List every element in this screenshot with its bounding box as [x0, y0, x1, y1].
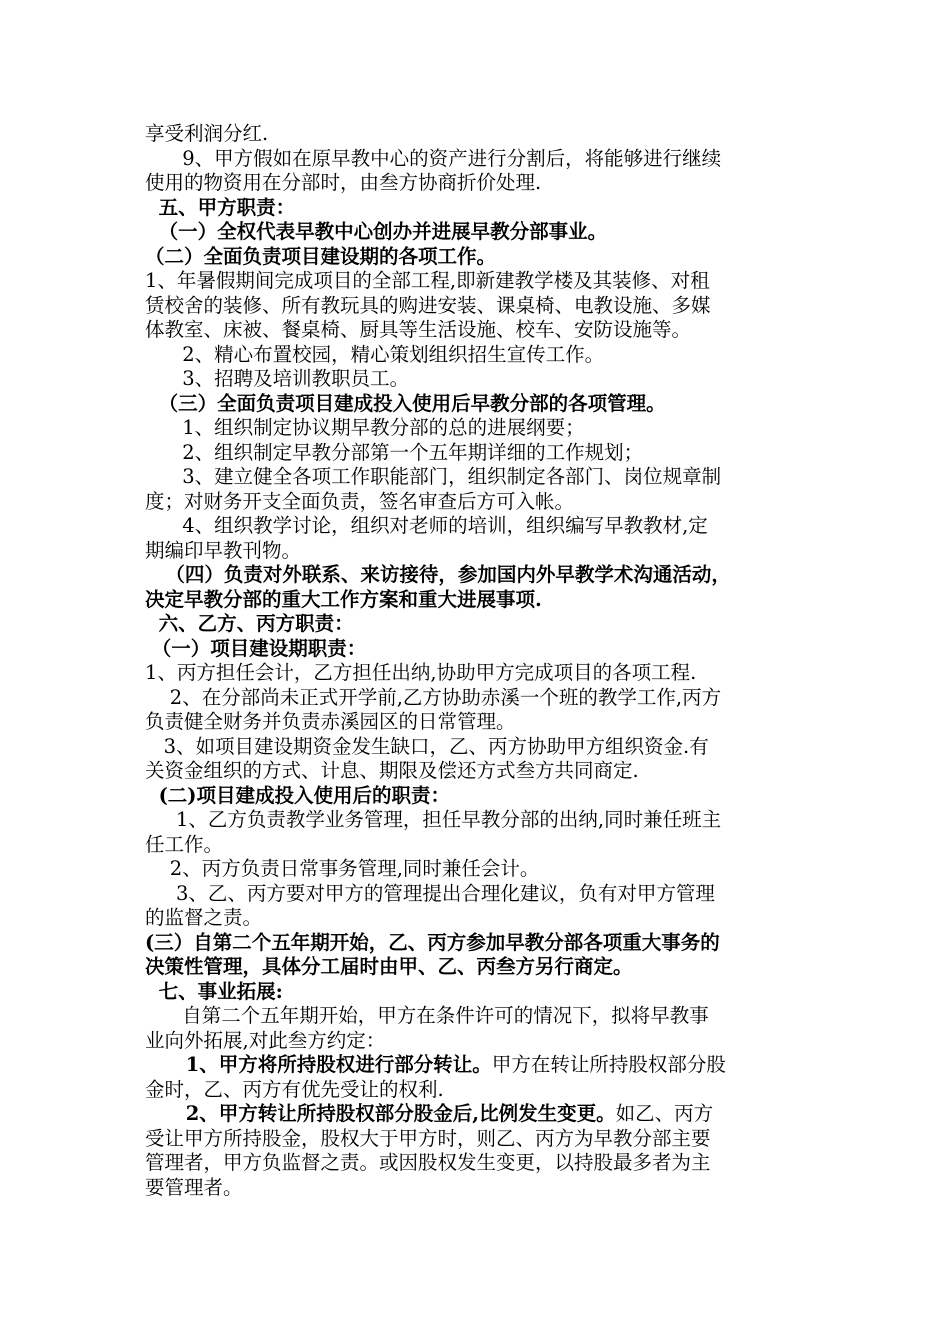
text-line: 金时，乙、丙方有优先受让的权利.	[145, 1077, 444, 1101]
text-line: 的监督之责。	[145, 906, 263, 929]
text-line: 自第二个五年期开始，甲方在条件许可的情况下，拟将早教事	[145, 1004, 709, 1027]
text-segment: 甲方在转让所持股权部分股	[491, 1053, 726, 1076]
text-segment: 如乙、丙方	[615, 1102, 714, 1125]
text-line: (二)项目建成投入使用后的职责：	[145, 783, 451, 807]
text-line: 管理者，甲方负监督之责。或因股权发生变更，以持股最多者为主	[145, 1151, 711, 1174]
document-page	[145, 122, 810, 1200]
text-line: 六、乙方、丙方职责：	[145, 612, 354, 635]
text-line: 决定早教分部的重大工作方案和重大进展事项.	[145, 587, 542, 611]
text-line: 2、组织制定早教分部第一个五年期详细的工作规划；	[145, 440, 644, 464]
text-line: 度；对财务开支全面负责，签名审查后方可入帐。	[145, 489, 575, 513]
text-line: 要管理者。	[145, 1175, 243, 1199]
text-line: 赁校舍的装修、所有教玩具的购进安装、课桌椅、电教设施、多媒	[145, 293, 711, 317]
text-line: 七、事业拓展:	[145, 979, 283, 1003]
text-line: 9、甲方假如在原早教中心的资产进行分割后，将能够进行继续	[145, 146, 722, 170]
text-line: 2、在分部尚未正式开学前,乙方协助赤溪一个班的教学工作,丙方	[145, 685, 722, 709]
text-line: （三）全面负责项目建成投入使用后早教分部的各项管理。	[145, 391, 666, 415]
text-line: 关资金组织的方式、计息、期限及偿还方式叁方共同商定.	[145, 759, 639, 782]
text-line: （二）全面负责项目建设期的各项工作。	[145, 244, 497, 268]
text-line	[145, 1053, 810, 1078]
text-line: 享受利润分红.	[145, 122, 269, 145]
text-line: 五、甲方职责：	[145, 195, 296, 219]
text-line: 受让甲方所持股金，股权大于甲方时，则乙、丙方为早教分部主要	[145, 1126, 711, 1150]
bold-text-segment: 1、甲方将所持股权进行部分转让。	[145, 1053, 492, 1076]
text-line: 4、组织教学讨论，组织对老师的培训，组织编写早教教材,定	[145, 514, 708, 537]
text-line	[145, 1102, 810, 1127]
text-line: (三）自第二个五年期开始，乙、丙方参加早教分部各项重大事务的	[145, 930, 720, 954]
text-line: 2、精心布置校园，精心策划组织招生宣传工作。	[145, 342, 605, 366]
text-line: 2、丙方负责日常事务管理,同时兼任会计。	[145, 857, 540, 880]
text-line: 期编印早教刊物。	[145, 538, 302, 562]
text-line: 负责健全财务并负责赤溪园区的日常管理。	[145, 710, 516, 733]
text-line: 决策性管理，具体分工届时由甲、乙、丙叁方另行商定。	[145, 955, 633, 978]
text-line: 业向外拓展,对此叁方约定：	[145, 1028, 386, 1052]
text-line: （一）项目建设期职责：	[145, 636, 367, 660]
text-line: 体教室、床被、餐桌椅、厨具等生活设施、校车、安防设施等。	[145, 318, 692, 341]
text-line: 任工作。	[145, 832, 224, 856]
text-line: 3、如项目建设期资金发生缺口，乙、丙方协助甲方组织资金.有	[145, 734, 709, 758]
text-line: 使用的物资用在分部时，由叁方协商折价处理.	[145, 171, 542, 194]
text-line: 3、招聘及培训教职员工。	[145, 367, 410, 390]
bold-text-segment: 2、甲方转让所持股权部分股金后,比例发生变更。	[145, 1102, 616, 1125]
text-line: 3、乙、丙方要对甲方的管理提出合理化建议，负有对甲方管理	[145, 881, 715, 905]
text-line: 3、建立健全各项工作职能部门，组织制定各部门、岗位规章制	[145, 465, 722, 488]
text-line: 1、乙方负责教学业务管理，担任早教分部的出纳,同时兼任班主	[145, 808, 722, 831]
text-line: 1、组织制定协议期早教分部的总的进展纲要；	[145, 416, 585, 439]
text-line: 1、年暑假期间完成项目的全部工程,即新建教学楼及其装修、对租	[145, 269, 710, 292]
text-line: （一）全权代表早教中心创办并进展早教分部事业。	[145, 220, 608, 243]
text-line: 1、丙方担任会计，乙方担任出纳,协助甲方完成项目的各项工程.	[145, 661, 697, 684]
text-line: （四）负责对外联系、来访接待，参加国内外早教学术沟通活动，	[145, 563, 731, 586]
